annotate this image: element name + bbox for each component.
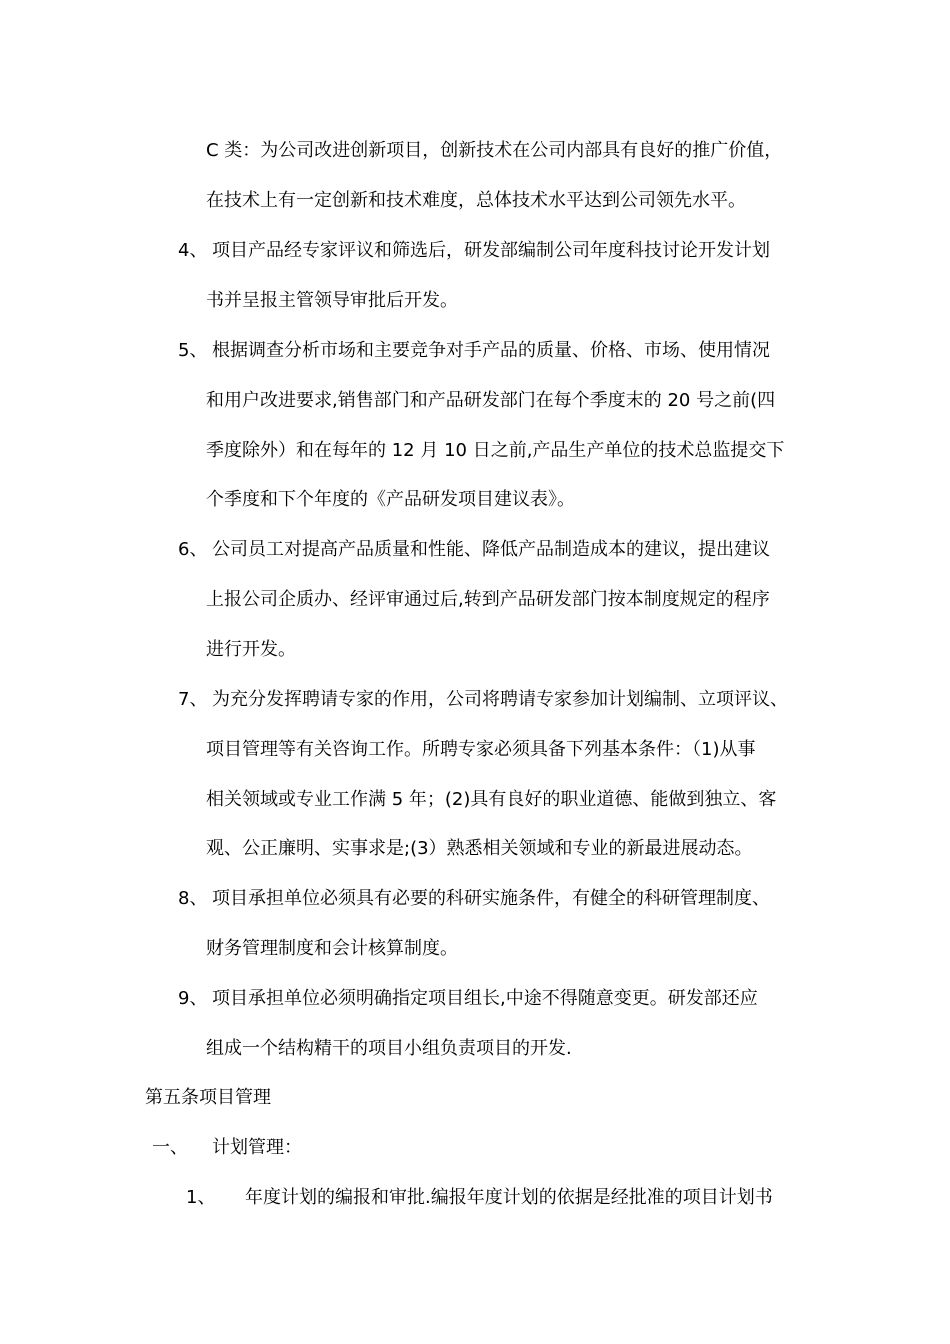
item-4-number: 4、 [178,240,208,261]
item-4-line-1: 项目产品经专家评议和筛选后，研发部编制公司年度科技讨论开发计划 [212,240,770,261]
item-4-line-2: 书并呈报主管领导审批后开发。 [206,290,458,311]
item-7-line-2: 项目管理等有关咨询工作。所聘专家必须具备下列基本条件：（1)从事 [206,739,756,760]
item-6-line-1: 公司员工对提高产品质量和性能、降低产品制造成本的建议，提出建议 [212,539,770,560]
item-9-line-1: 项目承担单位必须明确指定项目组长,中途不得随意变更。研发部还应 [212,988,758,1009]
item-5-number: 5、 [178,340,208,361]
item-9-number: 9、 [178,988,208,1009]
item-8-line-2: 财务管理制度和会计核算制度。 [206,938,458,959]
item-7-line-3: 相关领域或专业工作满 5 年；(2)具有良好的职业道德、能做到独立、客 [206,789,777,810]
item-9-line-2: 组成一个结构精干的项目小组负责项目的开发. [206,1038,572,1059]
article-5-heading: 第五条项目管理 [145,1087,271,1108]
section-1-title: 计划管理： [212,1137,302,1158]
subitem-1-number: 1、 [186,1187,216,1208]
item-7-line-4: 观、公正廉明、实事求是;(3）熟悉相关领域和专业的新最进展动态。 [206,838,753,859]
item-5-line-1: 根据调查分析市场和主要竞争对手产品的质量、价格、市场、使用情况 [212,340,770,361]
item-8-line-1: 项目承担单位必须具有必要的科研实施条件，有健全的科研管理制度、 [212,888,770,909]
item-7-number: 7、 [178,689,208,710]
section-1-number: 一、 [152,1137,188,1158]
subitem-1-text: 年度计划的编报和审批.编报年度计划的依据是经批准的项目计划书 [245,1187,773,1208]
item-6-number: 6、 [178,539,208,560]
item-5-line-2: 和用户改进要求,销售部门和产品研发部门在每个季度末的 20 号之前(四 [206,390,776,411]
item-5-line-4: 个季度和下个年度的《产品研发项目建议表》。 [206,489,575,510]
class-c-line-2: 在技术上有一定创新和技术难度，总体技术水平达到公司领先水平。 [206,190,746,211]
item-7-line-1: 为充分发挥聘请专家的作用，公司将聘请专家参加计划编制、立项评议、 [212,689,788,710]
class-c-line-1: C 类：为公司改进创新项目，创新技术在公司内部具有良好的推广价值， [206,140,783,161]
item-8-number: 8、 [178,888,208,909]
item-6-line-2: 上报公司企质办、经评审通过后,转到产品研发部门按本制度规定的程序 [206,589,770,610]
item-6-line-3: 进行开发。 [206,639,296,660]
item-5-line-3: 季度除外）和在每年的 12 月 10 日之前,产品生产单位的技术总监提交下 [206,440,785,461]
